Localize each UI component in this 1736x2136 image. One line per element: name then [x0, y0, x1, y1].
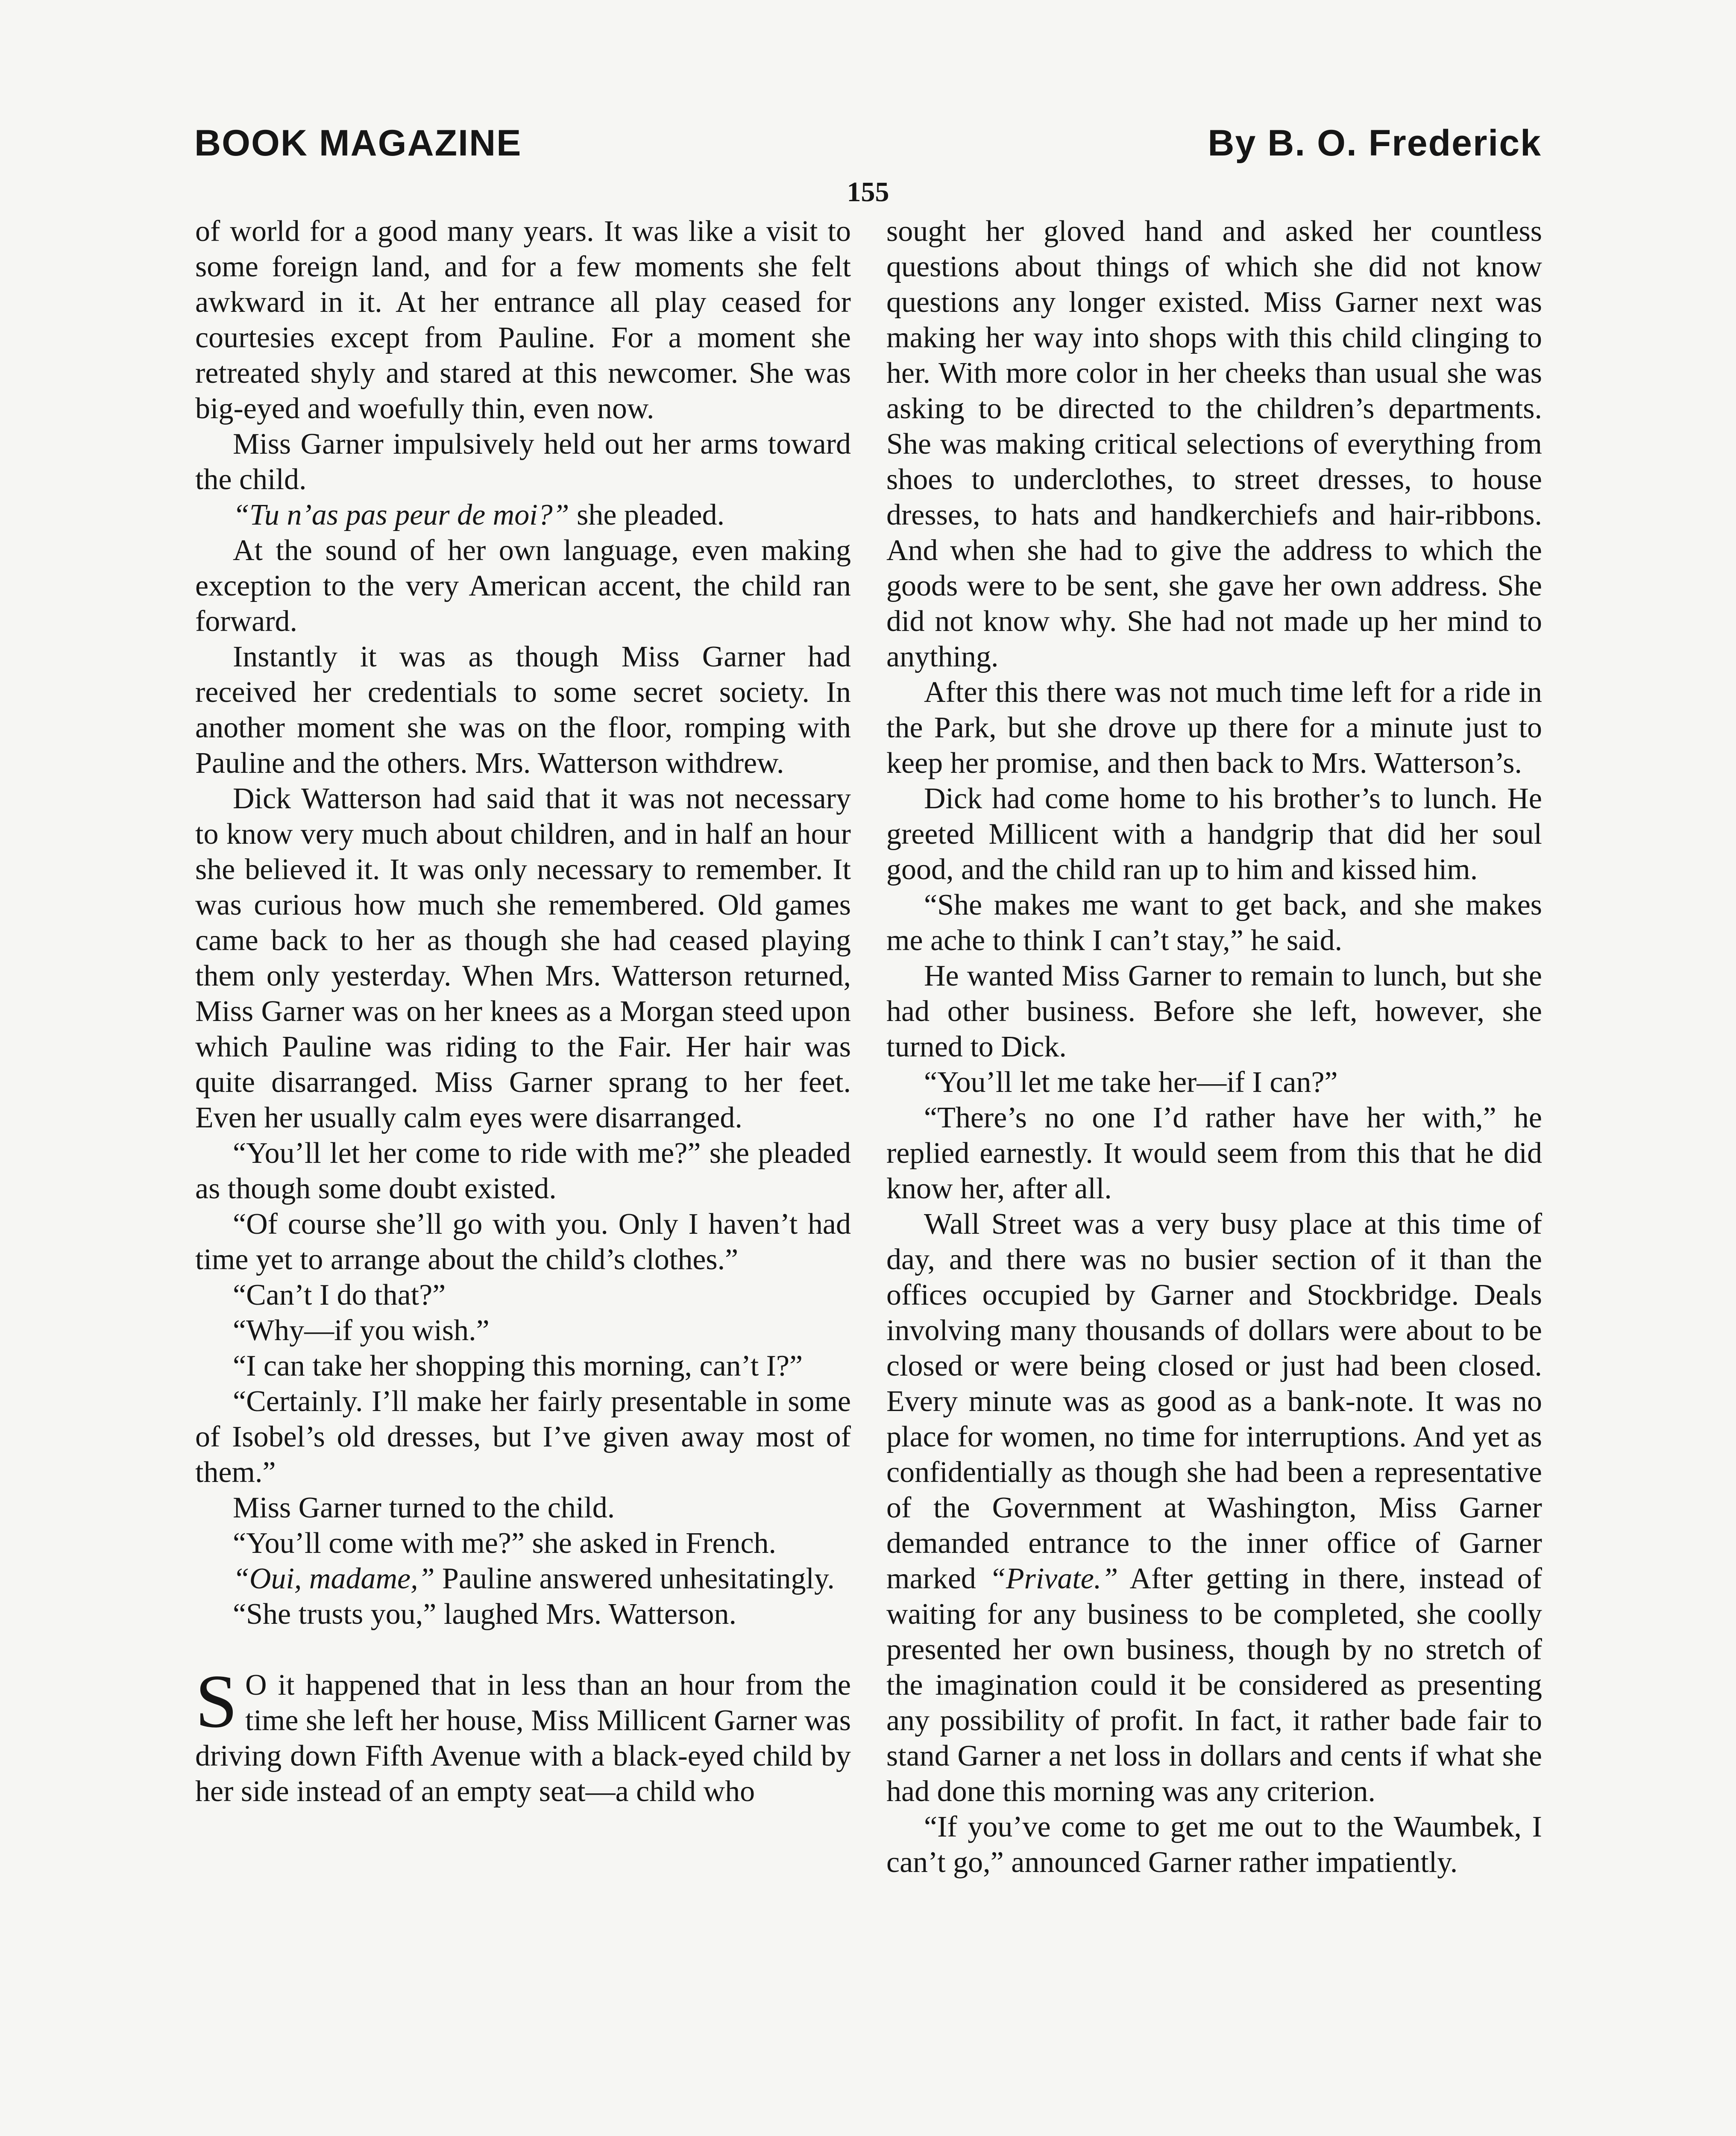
paragraph: “Of course she’ll go with you. Only I haven’t had time yet to arrange about the child’s clothes.”: [195, 1208, 851, 1276]
paragraph: “She trusts you,” laughed Mrs. Watterson.: [233, 1598, 736, 1631]
paragraph: “You’ll let me take her—if I can?”: [924, 1066, 1338, 1099]
paragraph: sought her gloved hand and asked her countless questions about things of which she did not know questions any longer existed. Miss Garner next was making her way into shops with this child clinging to her. With more color in her cheeks than usual she was asking to be directed to the children’s departments. She was making critical selections of everything from shoes to underclothes, to street dresses, to house dresses, to hats and handkerchiefs and hair-ribbons. And when she had to give the address to which the goods were to be sent, she gave her own address. She did not know why. She had not made up her mind to anything.: [886, 215, 1542, 673]
paragraph: “You’ll come with me?” she asked in French.: [233, 1527, 777, 1560]
paragraph: “Can’t I do that?”: [233, 1279, 446, 1312]
french-quote: “Oui, madame,”: [233, 1562, 435, 1595]
paragraph: Dick had come home to his brother’s to lunch. He greeted Millicent with a handgrip that did her soul good, and the child ran up to him and kissed him.: [886, 782, 1542, 886]
paragraph: Miss Garner impulsively held out her arms toward the child.: [195, 428, 851, 496]
paragraph: Instantly it was as though Miss Garner had received her credentials to some secret society. In another moment she was on the floor, romping with Pauline and the others. Mrs. Watterson withdrew.: [195, 640, 851, 780]
paragraph: Dick Watterson had said that it was not necessary to know very much about children, and in half an hour she believed it. It was only necessary to remember. It was curious how much she remembered. Old games came back to her as though she had ceased playing them only yesterday. When Mrs. Watterson returned, Miss Garner was on her knees as a Morgan steed upon which Pauline was riding to the Fair. Her hair was quite disarranged. Miss Garner sprang to her feet. Even her usually calm eyes were disarranged.: [195, 782, 851, 1134]
paragraph: “Why—if you wish.”: [233, 1314, 490, 1347]
paragraph: “Oui, madame,” Pauline answered unhesitatingly.: [233, 1562, 835, 1595]
paragraph: “I can take her shopping this morning, can’t I?”: [233, 1350, 803, 1382]
paragraph: He wanted Miss Garner to remain to lunch, but she had other business. Before she left, however, she turned to Dick.: [886, 959, 1542, 1063]
paragraph: “Certainly. I’ll make her fairly presentable in some of Isobel’s old dresses, but I’ve given away most of them.”: [195, 1385, 851, 1489]
drop-cap: S: [195, 1659, 238, 1743]
french-quote: “Tu n’as pas peur de moi?”: [233, 499, 569, 531]
section-paragraph: S O it happened that in less than an hour from the time she left her house, Miss Millicent Garner was driving down Fifth Avenue with a black-eyed child by her side instead of an empty seat—a child who: [195, 1659, 851, 1808]
paragraph: After this there was not much time left for a ride in the Park, but she drove up there for a minute just to keep her promise, and then back to Mrs. Watterson’s.: [886, 676, 1542, 780]
paragraph: “Tu n’as pas peur de moi?” she pleaded.: [233, 499, 725, 531]
paragraph: At the sound of her own language, even making exception to the very American accent, the child ran forward.: [195, 534, 851, 638]
right-column: [886, 214, 1542, 1880]
publication-title: BOOK MAGAZINE: [194, 123, 522, 164]
private-label: “Private.”: [989, 1562, 1118, 1595]
paragraph: “There’s no one I’d rather have her with,” he replied earnestly. It would seem from this that he did know her, after all.: [886, 1101, 1542, 1205]
author-byline: By B. O. Frederick: [1208, 123, 1542, 164]
paragraph: “If you’ve come to get me out to the Waumbek, I can’t go,” announced Garner rather impatiently.: [886, 1810, 1542, 1879]
paragraph: Miss Garner turned to the child.: [233, 1491, 615, 1524]
paragraph: Wall Street was a very busy place at this time of day, and there was no busier section of it than the offices occupied by Garner and Stockbridge. Deals involving many thousands of dollars were about to be closed or were being closed or just had been closed. Every minute was as good as a bank-note. It was no place for women, no time for interruptions. And yet as confidentially as though she had been a representative of the Government at Washington, Miss Garner demanded entrance to the inner office of Garner marked “Private.” After getting in there, instead of waiting for any business to be completed, she coolly presented her own business, though by no stretch of the imagination could it be considered as presenting any possibility of profit. In fact, it rather bade fair to stand Garner a net loss in dollars and cents if what she had done this morning was any criterion.: [886, 1208, 1542, 1808]
paragraph: “You’ll let her come to ride with me?” she pleaded as though some doubt existed.: [195, 1137, 851, 1205]
paragraph: of world for a good many years. It was like a visit to some foreign land, and for a few moments she felt awkward in it. At her entrance all play ceased for courtesies except from Pauline. For a moment she retreated shyly and stared at this newcomer. She was big-eyed and woefully thin, even now.: [195, 215, 851, 425]
page-number: 155: [847, 176, 889, 208]
paragraph: “She makes me want to get back, and she makes me ache to think I can’t stay,” he said.: [886, 889, 1542, 957]
left-column: [195, 214, 851, 1809]
